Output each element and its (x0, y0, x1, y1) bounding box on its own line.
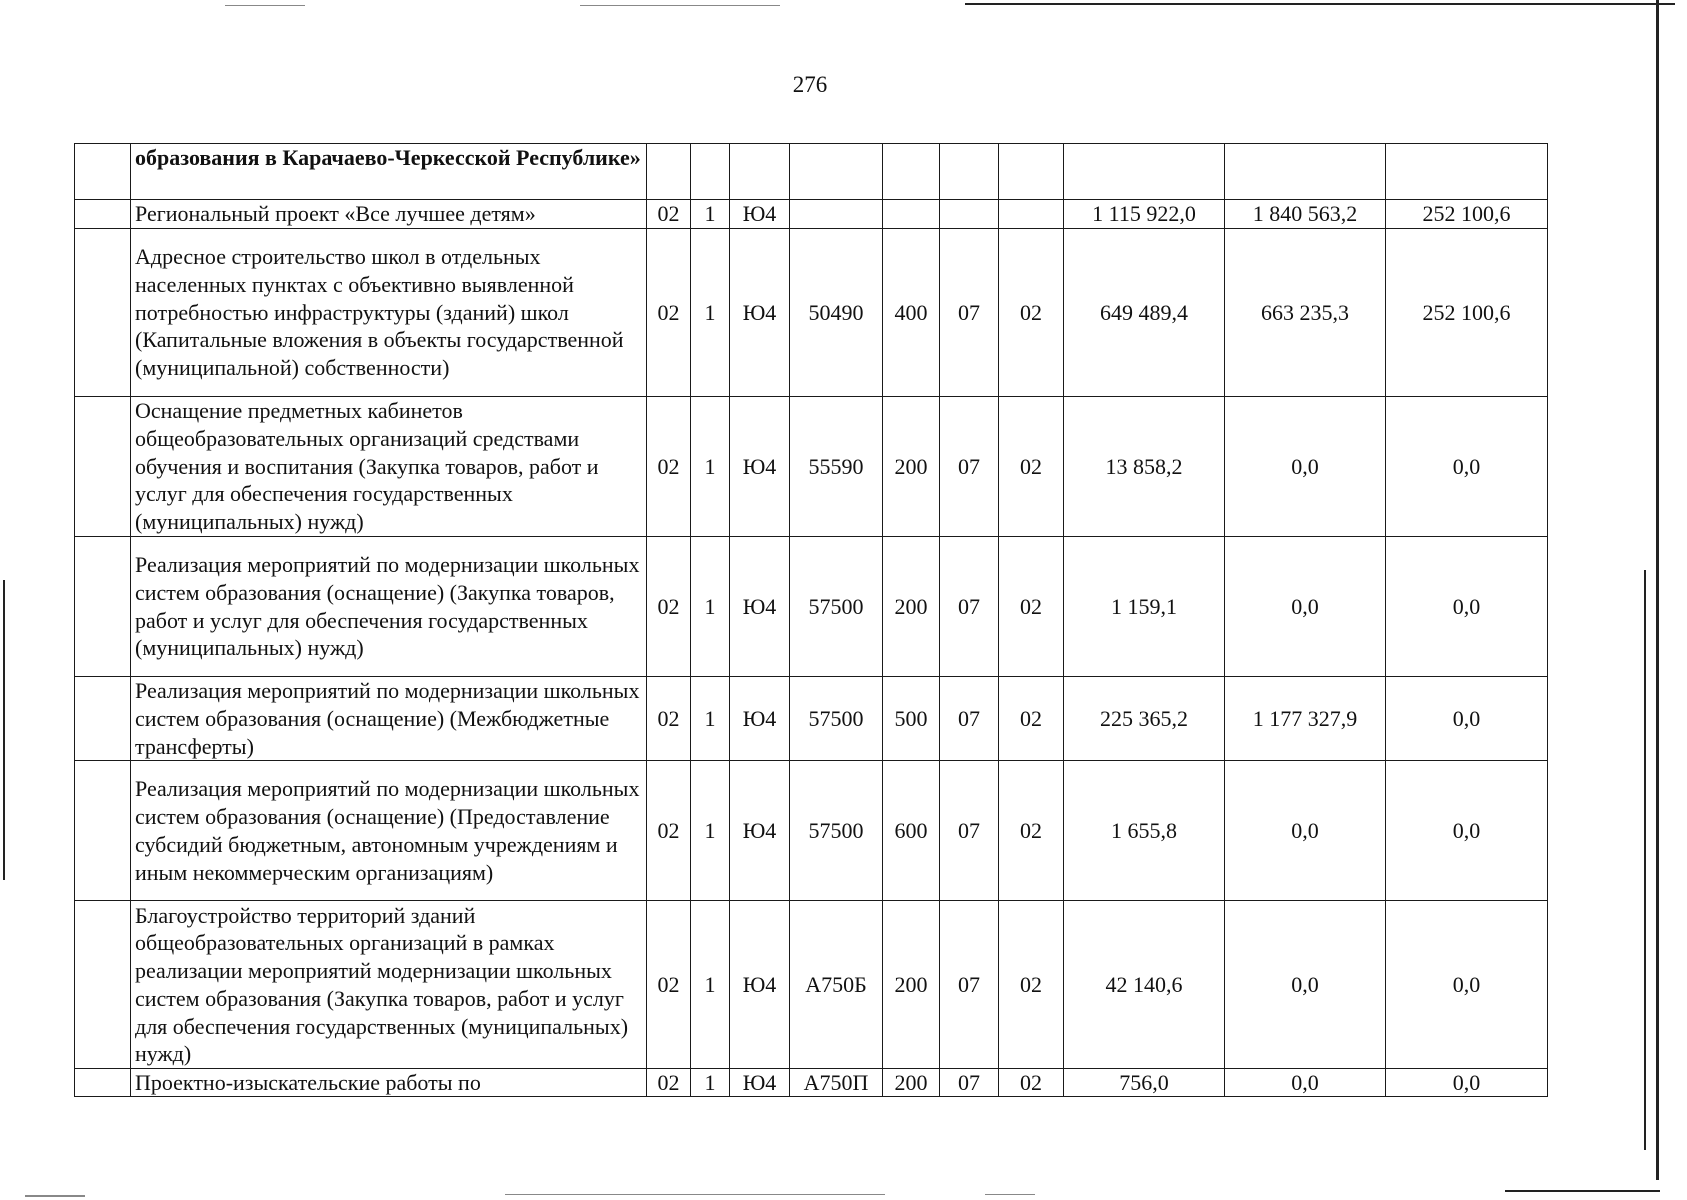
program-code (647, 144, 691, 200)
subprogram-code: 1 (691, 537, 730, 677)
amount-year-1 (1064, 144, 1225, 200)
direction-code: 50490 (790, 229, 883, 397)
amount-year-1: 756,0 (1064, 1069, 1225, 1097)
section-code: 07 (940, 397, 999, 537)
project-code: Ю4 (730, 200, 790, 229)
table-row (75, 901, 1548, 1069)
amount-year-3: 0,0 (1386, 901, 1548, 1069)
subprogram-code: 1 (691, 677, 730, 761)
table-row (75, 761, 1548, 901)
direction-code: А750П (790, 1069, 883, 1097)
scan-artifact-bottom-mid (505, 1194, 885, 1195)
row-name: Проектно-изыскательские работы по (131, 1069, 647, 1097)
amount-year-3: 0,0 (1386, 1069, 1548, 1097)
section-code: 07 (940, 677, 999, 761)
section-code: 07 (940, 537, 999, 677)
program-code: 02 (647, 1069, 691, 1097)
section-code (940, 144, 999, 200)
subsection-code: 02 (999, 1069, 1064, 1097)
budget-table (74, 143, 1548, 1097)
direction-code: А750Б (790, 901, 883, 1069)
scan-artifact-left-edge (3, 580, 5, 880)
amount-year-2: 0,0 (1225, 1069, 1386, 1097)
project-code: Ю4 (730, 901, 790, 1069)
row-name: Региональный проект «Все лучшее детям» (131, 200, 647, 229)
amount-year-1: 42 140,6 (1064, 901, 1225, 1069)
expense-type-code (883, 200, 940, 229)
subsection-code: 02 (999, 229, 1064, 397)
table-row (75, 677, 1548, 761)
row-number-cell (75, 229, 131, 397)
scan-artifact-bottom-left (25, 1195, 85, 1197)
table-row (75, 144, 1548, 200)
subprogram-code: 1 (691, 200, 730, 229)
row-number-cell (75, 761, 131, 901)
amount-year-2: 663 235,3 (1225, 229, 1386, 397)
expense-type-code: 600 (883, 761, 940, 901)
project-code: Ю4 (730, 1069, 790, 1097)
row-number-cell (75, 1069, 131, 1097)
expense-type-code: 200 (883, 901, 940, 1069)
row-name: образования в Карачаево-Черкесской Республике» (131, 144, 647, 200)
amount-year-3: 0,0 (1386, 761, 1548, 901)
amount-year-3: 0,0 (1386, 537, 1548, 677)
amount-year-2: 0,0 (1225, 537, 1386, 677)
expense-type-code: 200 (883, 537, 940, 677)
row-name: Адресное строительство школ в отдельных населенных пунктах с объективно выявленной потребностью инфраструктуры (зданий) школ (Капитальные вложения в объекты государственной (муниципальной) собственности) (131, 229, 647, 397)
section-code: 07 (940, 901, 999, 1069)
amount-year-1: 13 858,2 (1064, 397, 1225, 537)
subsection-code: 02 (999, 761, 1064, 901)
project-code (730, 144, 790, 200)
amount-year-1: 649 489,4 (1064, 229, 1225, 397)
amount-year-1: 1 159,1 (1064, 537, 1225, 677)
expense-type-code: 400 (883, 229, 940, 397)
project-code: Ю4 (730, 397, 790, 537)
amount-year-3: 252 100,6 (1386, 229, 1548, 397)
row-name: Оснащение предметных кабинетов общеобразовательных организаций средствами обучения и воспитания (Закупка товаров, работ и услуг для обеспечения государственных (муниципальных) нужд) (131, 397, 647, 537)
subsection-code: 02 (999, 537, 1064, 677)
table-row (75, 229, 1548, 397)
amount-year-3 (1386, 144, 1548, 200)
section-code: 07 (940, 1069, 999, 1097)
subprogram-code: 1 (691, 397, 730, 537)
scan-artifact-bottom-right (1505, 1190, 1660, 1192)
subsection-code (999, 144, 1064, 200)
program-code: 02 (647, 200, 691, 229)
expense-type-code (883, 144, 940, 200)
amount-year-2: 0,0 (1225, 761, 1386, 901)
row-number-cell (75, 200, 131, 229)
subprogram-code: 1 (691, 761, 730, 901)
program-code: 02 (647, 901, 691, 1069)
scan-artifact-top-mid (580, 5, 780, 6)
table-row (75, 537, 1548, 677)
amount-year-2 (1225, 144, 1386, 200)
scan-artifact-bottom-mid2 (985, 1194, 1035, 1195)
direction-code: 57500 (790, 761, 883, 901)
subsection-code (999, 200, 1064, 229)
expense-type-code: 500 (883, 677, 940, 761)
row-name: Благоустройство территорий зданий общеобразовательных организаций в рамках реализации мероприятий модернизации школьных систем образования (Закупка товаров, работ и услуг для обеспечения государственных (муниципальных) нужд) (131, 901, 647, 1069)
expense-type-code: 200 (883, 397, 940, 537)
project-code: Ю4 (730, 229, 790, 397)
row-name: Реализация мероприятий по модернизации школьных систем образования (оснащение) (Межбюджетные трансферты) (131, 677, 647, 761)
scan-artifact-top-left (225, 5, 305, 6)
row-number-cell (75, 901, 131, 1069)
program-code: 02 (647, 537, 691, 677)
row-number-cell (75, 397, 131, 537)
program-code: 02 (647, 677, 691, 761)
amount-year-2: 1 840 563,2 (1225, 200, 1386, 229)
row-number-cell (75, 537, 131, 677)
amount-year-3: 0,0 (1386, 677, 1548, 761)
scan-artifact-top-right (965, 3, 1675, 5)
row-name: Реализация мероприятий по модернизации школьных систем образования (оснащение) (Закупка товаров, работ и услуг для обеспечения государственных (муниципальных) нужд) (131, 537, 647, 677)
direction-code (790, 200, 883, 229)
amount-year-2: 0,0 (1225, 901, 1386, 1069)
row-number-cell (75, 144, 131, 200)
page-number: 276 (792, 72, 828, 97)
table-row (75, 1069, 1548, 1097)
scan-artifact-right-edge-inner (1644, 570, 1646, 1150)
project-code: Ю4 (730, 537, 790, 677)
section-code: 07 (940, 761, 999, 901)
direction-code: 57500 (790, 537, 883, 677)
scan-artifact-right-edge (1656, 0, 1659, 1180)
expense-type-code: 200 (883, 1069, 940, 1097)
section-code (940, 200, 999, 229)
program-code: 02 (647, 229, 691, 397)
subprogram-code: 1 (691, 1069, 730, 1097)
program-code: 02 (647, 397, 691, 537)
program-code: 02 (647, 761, 691, 901)
section-code: 07 (940, 229, 999, 397)
project-code: Ю4 (730, 761, 790, 901)
direction-code (790, 144, 883, 200)
amount-year-1: 1 655,8 (1064, 761, 1225, 901)
direction-code: 57500 (790, 677, 883, 761)
amount-year-3: 252 100,6 (1386, 200, 1548, 229)
amount-year-3: 0,0 (1386, 397, 1548, 537)
row-name: Реализация мероприятий по модернизации школьных систем образования (оснащение) (Предоставление субсидий бюджетным, автономным учреждениям и иным некоммерческим организациям) (131, 761, 647, 901)
row-number-cell (75, 677, 131, 761)
amount-year-2: 1 177 327,9 (1225, 677, 1386, 761)
amount-year-1: 225 365,2 (1064, 677, 1225, 761)
table-row (75, 200, 1548, 229)
amount-year-2: 0,0 (1225, 397, 1386, 537)
table-row (75, 397, 1548, 537)
project-code: Ю4 (730, 677, 790, 761)
direction-code: 55590 (790, 397, 883, 537)
subsection-code: 02 (999, 397, 1064, 537)
subsection-code: 02 (999, 677, 1064, 761)
subprogram-code: 1 (691, 229, 730, 397)
subsection-code: 02 (999, 901, 1064, 1069)
subprogram-code (691, 144, 730, 200)
subprogram-code: 1 (691, 901, 730, 1069)
amount-year-1: 1 115 922,0 (1064, 200, 1225, 229)
